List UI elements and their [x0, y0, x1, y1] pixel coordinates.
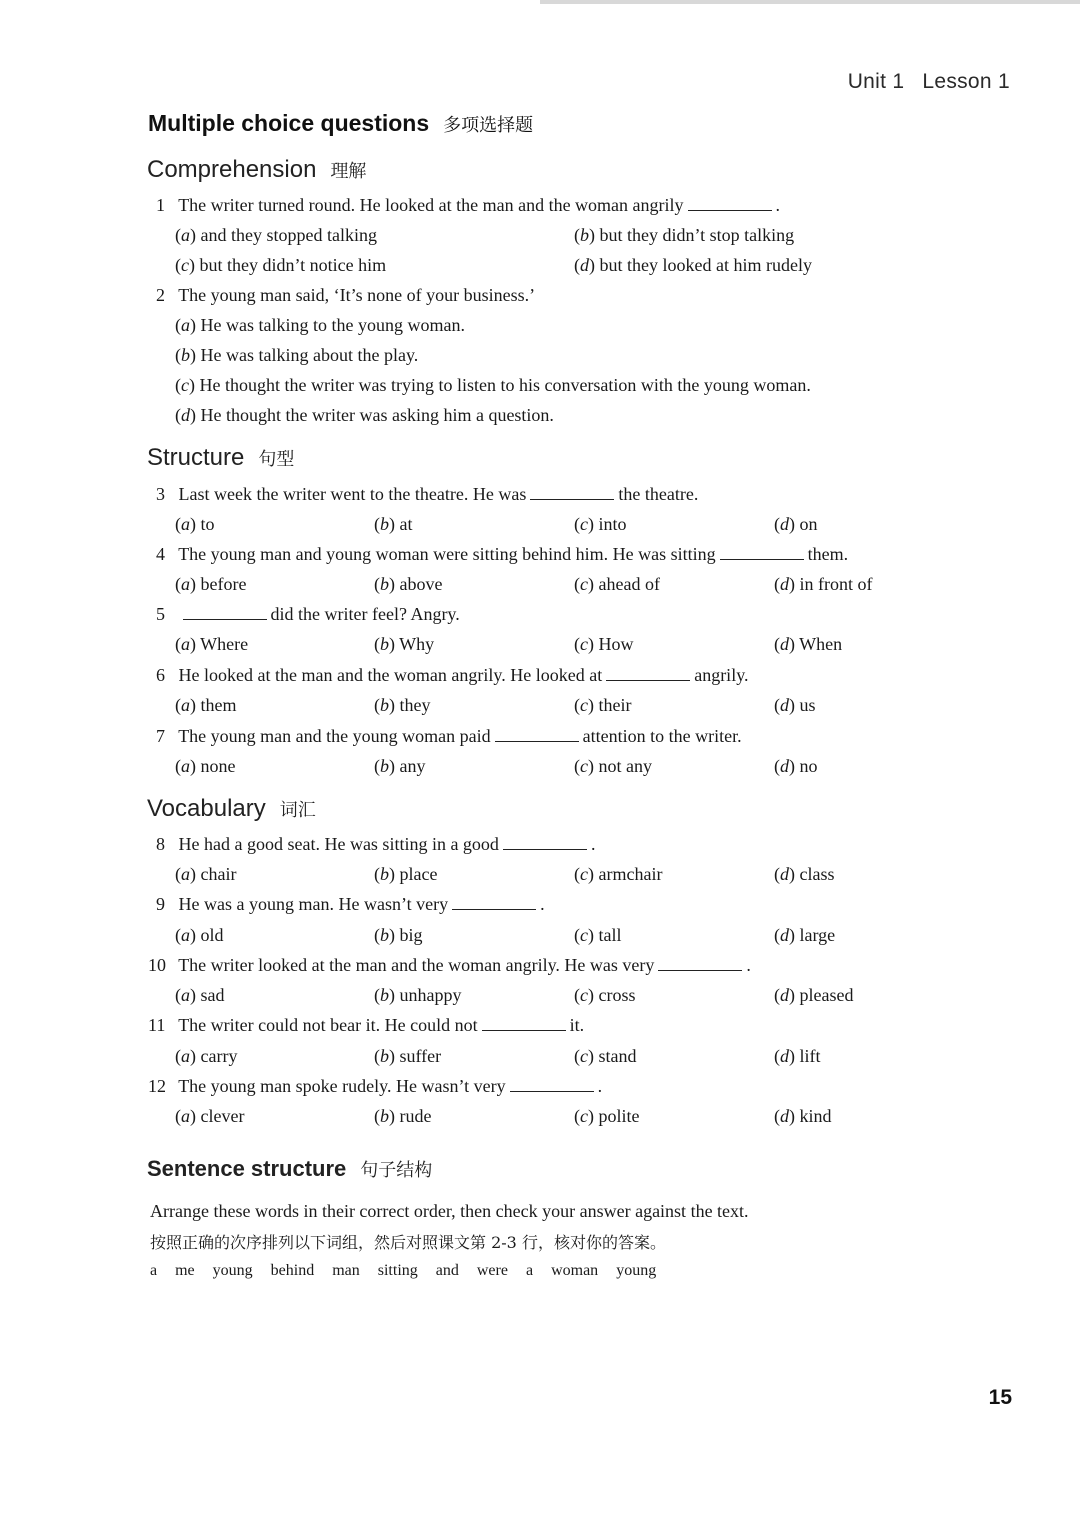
question-10: [148, 954, 751, 976]
question-text-end: .: [590, 834, 596, 854]
question-number: 1: [156, 195, 165, 215]
question-text: The writer turned round. He looked at the man and the woman angrily: [178, 195, 684, 215]
option-a: (a) them: [175, 695, 237, 715]
answer-blank: [720, 545, 804, 560]
option-a: (a) Where: [175, 634, 249, 654]
option-b: (b) He was talking about the play.: [175, 345, 419, 365]
question-text: He had a good seat. He was sitting in a good: [178, 834, 499, 854]
option-b: (b) unhappy: [374, 985, 462, 1005]
question-1: [156, 194, 780, 216]
answer-blank: [688, 196, 772, 211]
question-number: 9: [156, 894, 165, 914]
option-c: (c) polite: [574, 1106, 640, 1126]
option-a: (a) clever: [175, 1106, 245, 1126]
option-d: (d) When: [774, 634, 843, 654]
answer-blank: [503, 835, 587, 850]
question-text-end: them.: [807, 544, 849, 564]
answer-blank: [510, 1077, 594, 1092]
question-text-end: attention to the writer.: [582, 726, 742, 746]
word: me: [175, 1262, 195, 1279]
sentence-structure-heading-cn: 句子结构: [360, 1160, 433, 1181]
question-text-end: it.: [569, 1015, 585, 1035]
running-head: [848, 70, 1010, 94]
page-number: 15: [988, 1386, 1012, 1409]
option-c: (c) stand: [574, 1046, 637, 1066]
option-d: (d) no: [774, 756, 818, 776]
question-text: Last week the writer went to the theatre. He was: [178, 484, 527, 504]
word: sitting: [377, 1262, 418, 1279]
option-a: (a) before: [175, 574, 247, 594]
question-12: [148, 1075, 603, 1097]
top-rule: [540, 0, 1080, 4]
question-number: 7: [156, 726, 165, 746]
question-number: 8: [156, 834, 165, 854]
question-number: 12: [148, 1076, 166, 1096]
option-c: (c) but they didn’t notice him: [175, 255, 387, 275]
question-text-end: .: [597, 1076, 603, 1096]
word: a: [150, 1262, 158, 1279]
option-d: (d) lift: [774, 1046, 821, 1066]
unit-label: Unit 1: [847, 70, 905, 93]
question-text: The young man said, ‘It’s none of your business.’: [178, 285, 536, 305]
question-number: 4: [156, 544, 165, 564]
question-6: [156, 664, 749, 686]
option-b: (b) any: [374, 756, 426, 776]
instruction-cn: 按照正确的次序排列以下词组，然后对照课文第 2-3 行，核对你的答案。: [150, 1233, 666, 1252]
option-d: (d) in front of: [774, 574, 873, 594]
question-number: 5: [156, 604, 165, 624]
option-d: (d) but they looked at him rudely: [574, 255, 812, 275]
option-d: (d) class: [774, 864, 835, 884]
answer-blank: [658, 956, 742, 971]
option-b: (b) suffer: [374, 1046, 442, 1066]
word: young: [616, 1262, 657, 1279]
vocabulary-heading-cn: 词汇: [279, 800, 316, 821]
word: woman: [551, 1262, 599, 1279]
answer-blank: [495, 727, 579, 742]
option-c: (c) into: [574, 514, 627, 534]
question-2: [156, 284, 535, 306]
option-a: (a) carry: [175, 1046, 238, 1066]
option-c: (c) tall: [574, 925, 622, 945]
word: young: [212, 1262, 253, 1279]
comprehension-heading-cn: 理解: [330, 161, 367, 182]
comprehension-heading-en: Comprehension: [147, 156, 317, 183]
word: a: [525, 1262, 534, 1279]
option-c: (c) not any: [574, 756, 652, 776]
option-d: (d) on: [774, 514, 818, 534]
question-9: [156, 893, 545, 915]
word-list: [150, 1262, 674, 1280]
option-c: (c) their: [574, 695, 632, 715]
question-text: The writer could not bear it. He could not: [178, 1015, 478, 1035]
option-b: (b) Why: [374, 634, 435, 654]
option-a: (a) sad: [175, 985, 225, 1005]
option-d: (d) kind: [774, 1106, 832, 1126]
question-text: He looked at the man and the woman angrily. He looked at: [178, 665, 603, 685]
question-text-end: .: [746, 955, 751, 975]
question-8: [156, 833, 595, 855]
answer-blank: [606, 666, 690, 681]
question-text-end: .: [540, 894, 545, 914]
question-number: 3: [156, 484, 165, 504]
word: and: [435, 1262, 459, 1279]
structure-heading: [147, 444, 294, 472]
structure-heading-cn: 句型: [258, 449, 295, 470]
word: behind: [270, 1262, 315, 1279]
comprehension-heading: [147, 156, 366, 184]
answer-blank: [183, 605, 267, 620]
question-7: [156, 725, 742, 747]
question-text-end: did the writer feel? Angry.: [270, 604, 460, 624]
option-c: (c) cross: [574, 985, 636, 1005]
option-c: (c) He thought the writer was trying to listen to his conversation with the young woman.: [175, 375, 811, 395]
main-title: [148, 110, 533, 137]
word: man: [332, 1262, 360, 1279]
answer-blank: [530, 485, 614, 500]
vocabulary-heading: [147, 795, 316, 823]
answer-blank: [452, 895, 536, 910]
instruction-en: Arrange these words in their correct order, then check your answer against the text.: [150, 1201, 749, 1221]
question-11: [148, 1014, 585, 1036]
question-number: 10: [148, 955, 166, 975]
question-text: The young man spoke rudely. He wasn’t very: [178, 1076, 506, 1096]
sentence-structure-heading-en: Sentence structure: [147, 1156, 347, 1181]
question-number: 11: [148, 1015, 166, 1035]
question-text: The young man and the young woman paid: [178, 726, 491, 746]
question-3: [156, 483, 698, 505]
option-a: (a) none: [175, 756, 236, 776]
question-number: 2: [156, 285, 165, 305]
option-c: (c) armchair: [574, 864, 663, 884]
option-b: (b) but they didn’t stop talking: [574, 225, 795, 245]
option-a: (a) old: [175, 925, 224, 945]
option-c: (c) ahead of: [574, 574, 660, 594]
option-d: (d) large: [774, 925, 836, 945]
word: were: [476, 1262, 508, 1279]
sentence-structure-heading: [147, 1156, 432, 1182]
answer-blank: [482, 1016, 566, 1031]
option-b: (b) rude: [374, 1106, 432, 1126]
question-text-end: the theatre.: [618, 484, 699, 504]
question-4: [156, 543, 848, 565]
lesson-label: Lesson 1: [922, 70, 1010, 93]
vocabulary-heading-en: Vocabulary: [147, 795, 266, 822]
question-number: 6: [156, 665, 165, 685]
option-b: (b) above: [374, 574, 443, 594]
option-a: (a) and they stopped talking: [175, 225, 377, 245]
option-a: (a) to: [175, 514, 215, 534]
option-b: (b) big: [374, 925, 423, 945]
question-text: He was a young man. He wasn’t very: [178, 894, 449, 914]
option-a: (a) He was talking to the young woman.: [175, 315, 465, 335]
option-c: (c) How: [574, 634, 634, 654]
option-b: (b) at: [374, 514, 413, 534]
main-title-en: Multiple choice questions: [148, 110, 430, 136]
option-a: (a) chair: [175, 864, 237, 884]
question-text-end: angrily.: [694, 665, 749, 685]
option-b: (b) place: [374, 864, 438, 884]
option-d: (d) He thought the writer was asking him a question.: [175, 405, 554, 425]
question-5: [156, 603, 460, 625]
option-d: (d) pleased: [774, 985, 854, 1005]
structure-heading-en: Structure: [147, 444, 245, 471]
question-text: The young man and young woman were sitting behind him. He was sitting: [178, 544, 716, 564]
question-text: The writer looked at the man and the woman angrily. He was very: [178, 955, 655, 975]
option-b: (b) they: [374, 695, 431, 715]
question-text-end: .: [775, 195, 781, 215]
main-title-cn: 多项选择题: [443, 115, 534, 136]
option-d: (d) us: [774, 695, 816, 715]
